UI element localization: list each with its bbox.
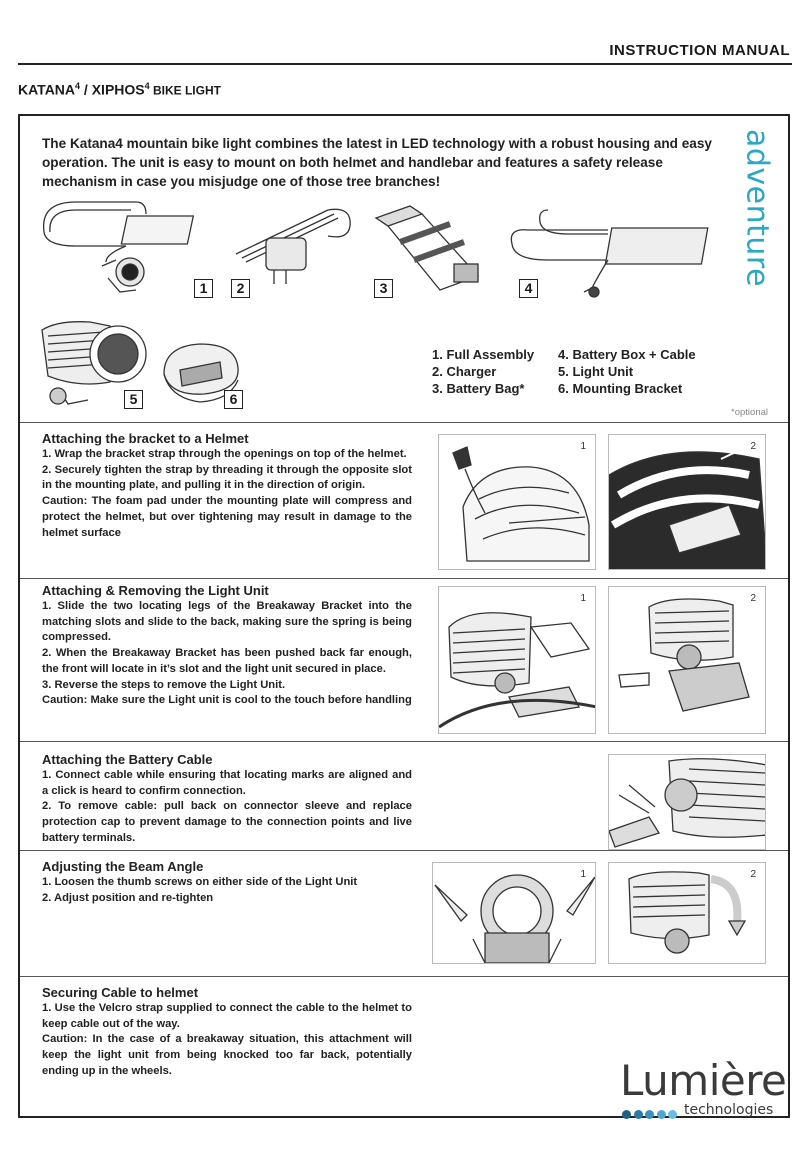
instruction-line: Caution: In the case of a breakaway situation, this attachment will keep the light unit from being knocked too far back, potentially ending up in the wheels. xyxy=(42,1033,412,1077)
tilt-adjust-illustration xyxy=(609,863,766,964)
instruction-line: 2. When the Breakaway Bracket has been pushed back far enough, the front will locate in it’s slot and the light unit secured in place. xyxy=(42,647,412,675)
section-divider xyxy=(20,741,788,742)
optional-note: *optional xyxy=(731,407,768,418)
section-body-cable-helmet xyxy=(42,1001,412,1080)
brand-logo xyxy=(618,1056,788,1122)
instruction-line: 2. Securely tighten the strap by threading it through the opposite slot in the mounting plate, and pulling it in the direction of origin. xyxy=(42,463,412,492)
instruction-line: 2. Adjust position and re-tighten xyxy=(42,891,214,904)
parts-item: 3. Battery Bag* xyxy=(432,381,525,396)
section-title-cable-helmet: Securing Cable to helmet xyxy=(42,985,199,1000)
figure-number-5: 5 xyxy=(124,390,143,409)
cable-connection-illustration xyxy=(609,755,766,850)
product-suffix: BIKE LIGHT xyxy=(149,83,221,98)
figure-number-4: 4 xyxy=(519,279,538,298)
section-divider xyxy=(20,422,788,423)
instruction-line: 3. Reverse the steps to remove the Light Unit. xyxy=(42,678,286,691)
logo-dots xyxy=(622,1106,680,1124)
header-divider xyxy=(18,63,792,65)
panel-number: 2 xyxy=(750,441,756,452)
beam-angle-panel-1 xyxy=(432,862,596,964)
bracket-locked-illustration xyxy=(609,587,766,734)
instruction-line: 2. To remove cable: pull back on connector sleeve and replace protection cap to prevent damage to the connection points and live battery terminals. xyxy=(42,800,412,844)
figure-number-6: 6 xyxy=(224,390,243,409)
battery-cable-panel xyxy=(608,754,766,850)
product-name-2: XIPHOS xyxy=(91,81,145,98)
helmet-strap-illustration xyxy=(439,435,596,570)
product-sup-1: 4 xyxy=(75,81,81,91)
product-name-1: KATANA xyxy=(18,81,76,98)
section-title-beam-angle: Adjusting the Beam Angle xyxy=(42,859,204,874)
instruction-line: 1. Loosen the thumb screws on either side of the Light Unit xyxy=(42,876,358,888)
parts-item: 1. Full Assembly xyxy=(432,347,535,362)
side-brand xyxy=(739,128,775,288)
battery-box-illustration xyxy=(508,204,728,300)
section-body-beam-angle xyxy=(42,875,412,906)
section-divider xyxy=(20,578,788,579)
logo-dot xyxy=(657,1110,666,1119)
product-sup-2: 4 xyxy=(144,81,150,91)
helmet-bracket-panel-2 xyxy=(608,434,766,570)
product-separator: / xyxy=(80,81,92,98)
panel-number: 2 xyxy=(750,593,756,604)
logo-dot xyxy=(634,1110,643,1119)
instruction-line: Caution: Make sure the Light unit is cool to the touch before handling xyxy=(42,694,412,707)
helmet-plate-illustration xyxy=(609,435,766,570)
figure-number-2: 2 xyxy=(231,279,250,298)
section-title-battery-cable: Attaching the Battery Cable xyxy=(42,752,213,767)
parts-item: 6. Mounting Bracket xyxy=(558,381,683,396)
bracket-slide-illustration xyxy=(439,587,596,734)
logo-wordmark: Lumière xyxy=(620,1056,787,1105)
product-title xyxy=(18,81,221,98)
instruction-line: 1. Connect cable while ensuring that locating marks are aligned and a click is heard to confirm connection. xyxy=(42,769,412,797)
light-unit-panel-1 xyxy=(438,586,596,734)
panel-number: 1 xyxy=(580,441,586,452)
figure-number-1: 1 xyxy=(194,279,213,298)
section-title-light-unit: Attaching & Removing the Light Unit xyxy=(42,583,269,598)
section-body-battery-cable xyxy=(42,768,412,847)
instruction-line: Caution: The foam pad under the mounting plate will compress and protect the helmet, but over tightening may result in damage to the helmet surface xyxy=(42,495,412,539)
light-unit-panel-2 xyxy=(608,586,766,734)
section-body-helmet-bracket xyxy=(42,447,412,541)
section-divider xyxy=(20,976,788,977)
section-divider xyxy=(20,850,788,851)
panel-number: 2 xyxy=(750,869,756,880)
panel-number: 1 xyxy=(580,869,586,880)
logo-dot xyxy=(645,1110,654,1119)
instruction-line: 1. Slide the two locating legs of the Breakaway Bracket into the matching slots and slide to the back, making sure the spring is being compressed. xyxy=(42,600,412,644)
section-body-light-unit xyxy=(42,599,412,709)
parts-item: 2. Charger xyxy=(432,364,497,379)
side-brand-text: adventure xyxy=(739,128,775,288)
figure-number-3: 3 xyxy=(374,279,393,298)
panel-number: 1 xyxy=(580,593,586,604)
document-type: INSTRUCTION MANUAL xyxy=(609,42,790,59)
beam-angle-panel-2 xyxy=(608,862,766,964)
thumb-screw-illustration xyxy=(433,863,596,964)
instruction-line: 1. Wrap the bracket strap through the openings on top of the helmet. xyxy=(42,448,407,460)
helmet-bracket-panel-1 xyxy=(438,434,596,570)
logo-tagline: technologies xyxy=(684,1102,774,1118)
instruction-line: 1. Use the Velcro strap supplied to connect the cable to the helmet to keep cable out of the way. xyxy=(42,1002,412,1030)
parts-item: 5. Light Unit xyxy=(558,364,634,379)
full-assembly-illustration xyxy=(36,194,206,309)
parts-item: 4. Battery Box + Cable xyxy=(558,347,696,362)
intro-paragraph: The Katana4 mountain bike light combines the latest in LED technology with a robust housing and easy operation. The unit is easy to mount on both helmet and handlebar and features a safety release mechanism in case you misjudge one of those tree branches! xyxy=(42,136,712,189)
logo-dot xyxy=(668,1110,677,1119)
section-title-helmet-bracket: Attaching the bracket to a Helmet xyxy=(42,431,249,446)
logo-dot xyxy=(622,1110,631,1119)
